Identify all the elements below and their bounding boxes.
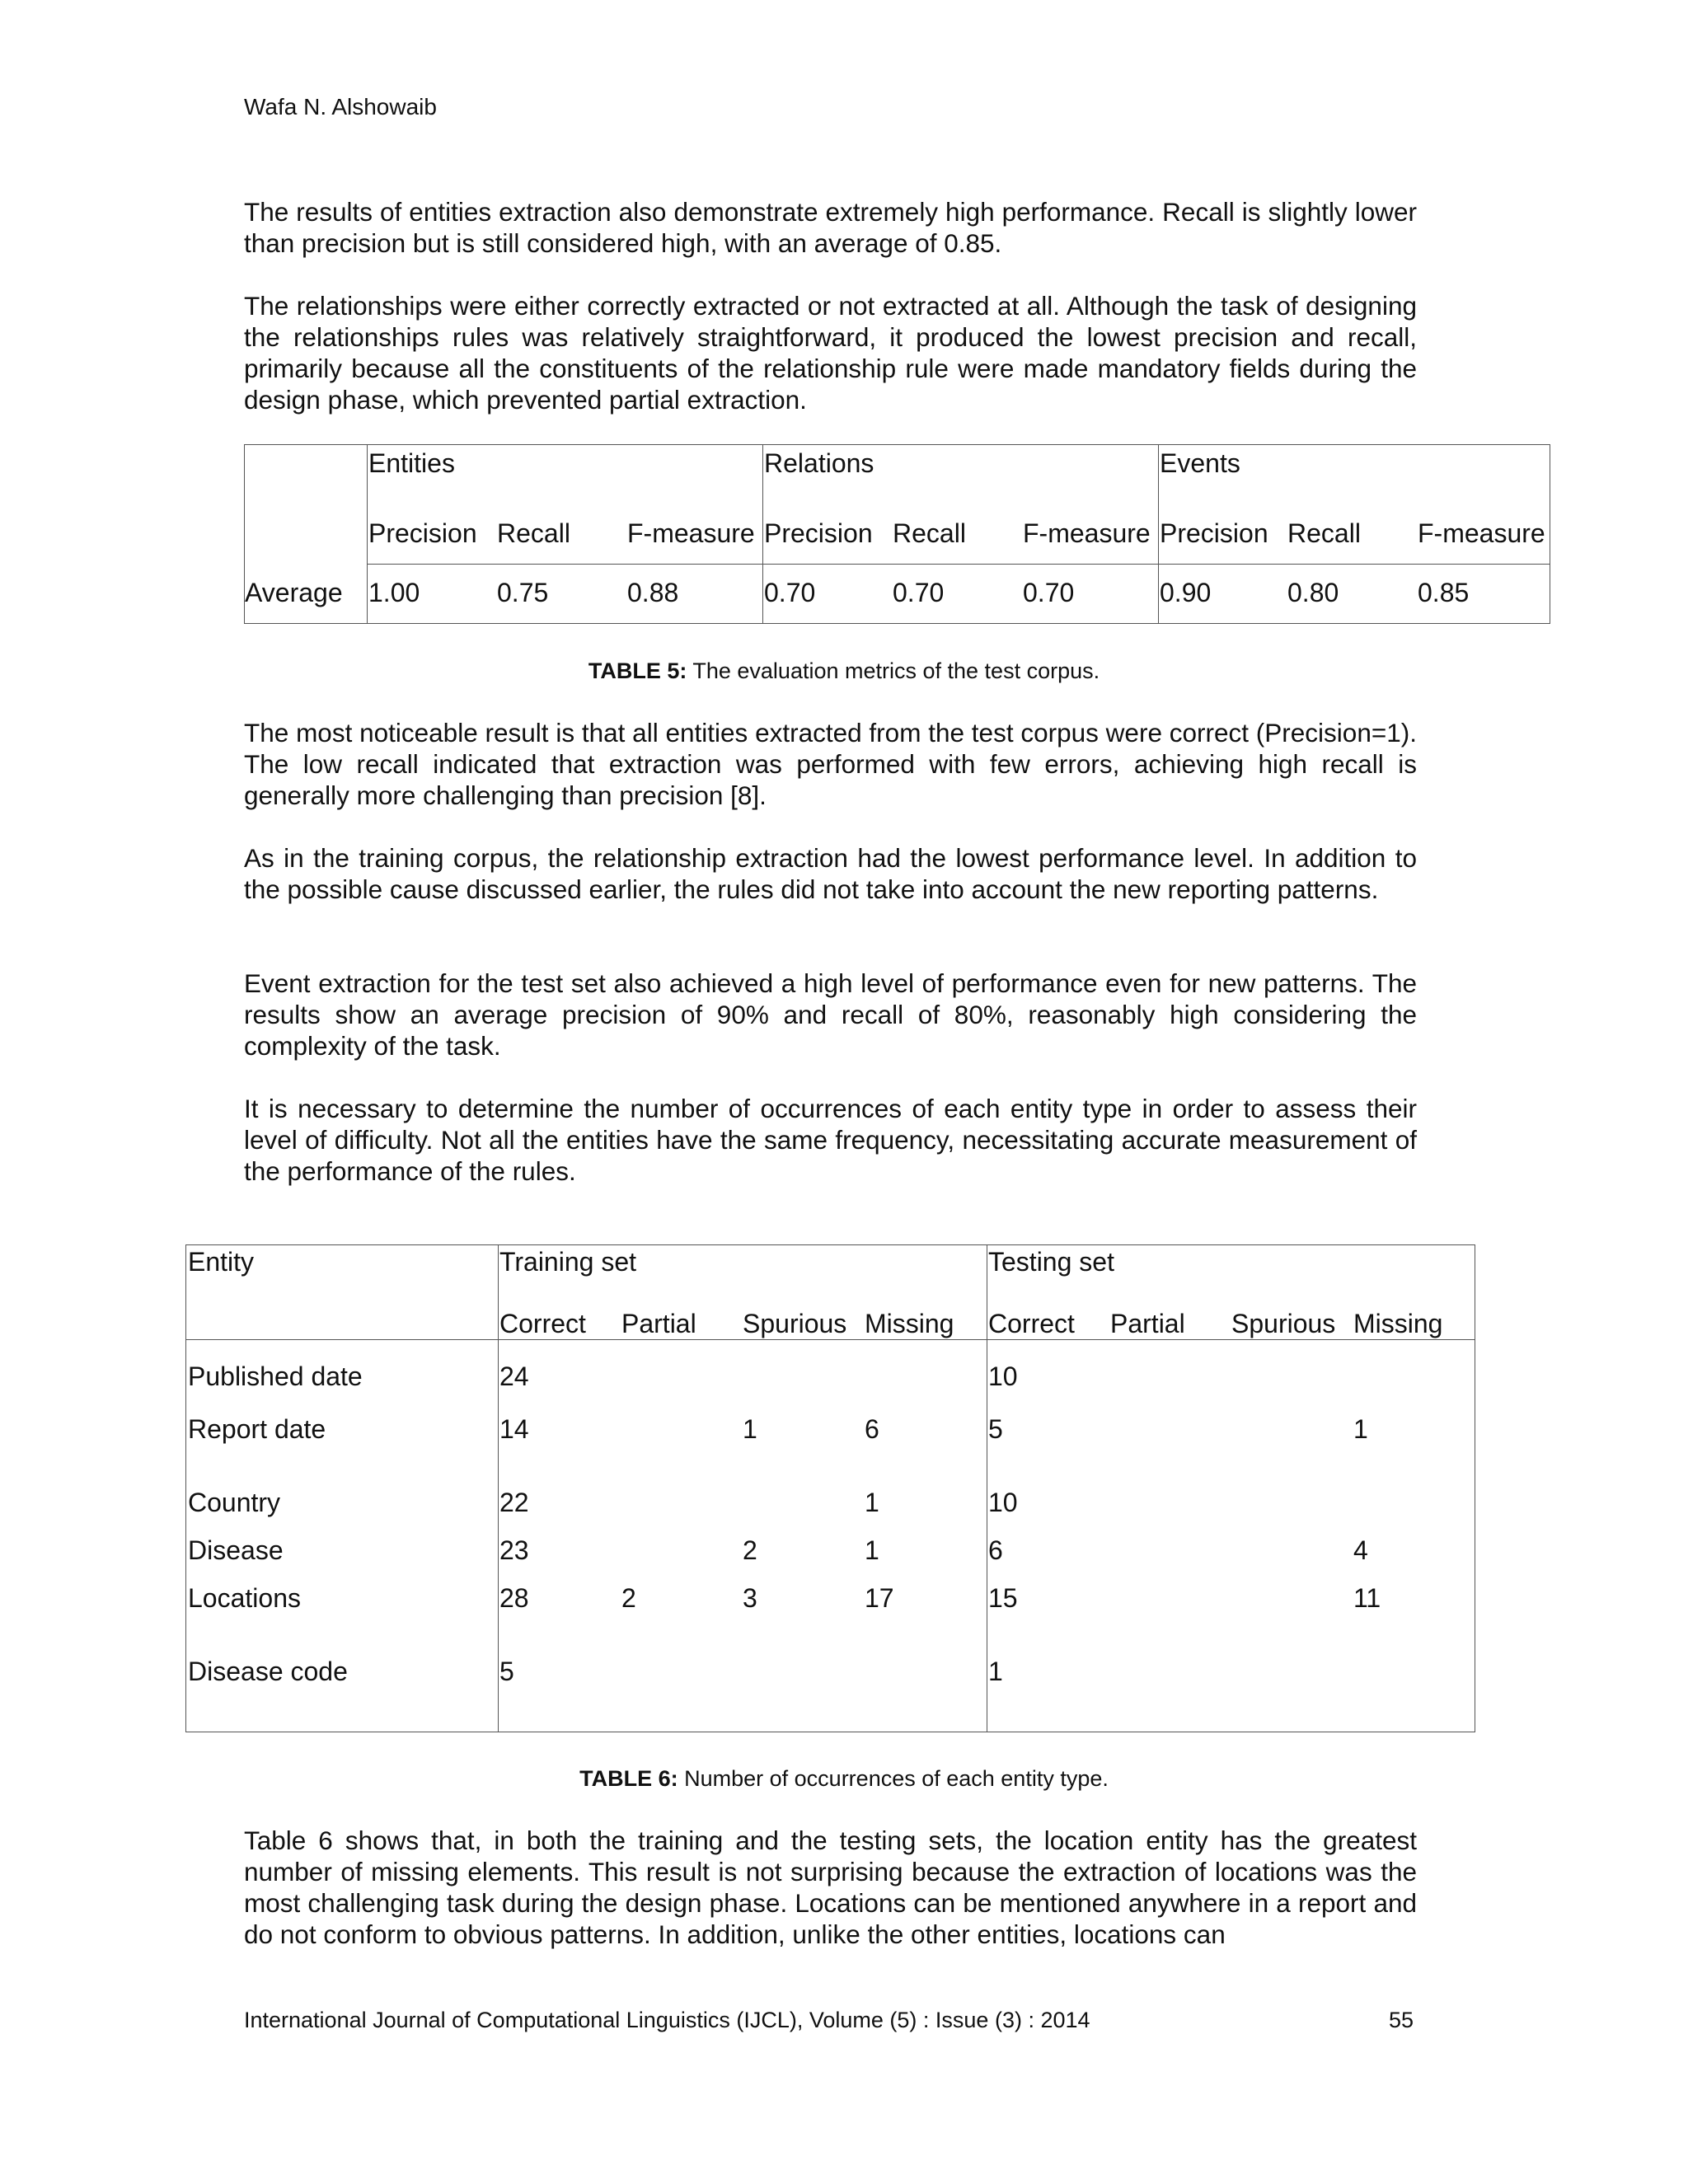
- table5-value: 0.70: [893, 578, 945, 607]
- table6-value: 6: [865, 1414, 879, 1444]
- table6-value: 2: [621, 1583, 636, 1613]
- table5-metric: F-measure: [1023, 518, 1151, 548]
- table5-value: 1.00: [368, 578, 420, 607]
- table6-subheader: Partial: [1110, 1309, 1185, 1338]
- paragraph: Table 6 shows that, in both the training and the testing sets, the location entity has the greatest number of missing elements. This result is not surprising because the extraction of locations was the most challenging task during the design phase. Locations can be mentioned anywhere in a report and do not conform to obvious patterns. In addition, unlike the other entities, locations can: [244, 1825, 1417, 1949]
- table6-subheader: Correct: [499, 1309, 586, 1338]
- table6-value: 1: [865, 1535, 879, 1565]
- caption-text: The evaluation metrics of the test corpus.: [687, 658, 1100, 683]
- paragraph: As in the training corpus, the relationship extraction had the lowest performance level. In addition to the possible cause discussed earlier, the rules did not take into account the new reporting patterns.: [244, 843, 1417, 904]
- paragraph: It is necessary to determine the number of occurrences of each entity type in order to assess their level of difficulty. Not all the entities have the same frequency, necessitating accurate measurement of the performance of the rules.: [244, 1094, 1417, 1186]
- table6-entity: Published date: [188, 1361, 363, 1391]
- table6-value: 3: [743, 1583, 757, 1613]
- table6-value: 24: [499, 1361, 529, 1391]
- table-6: [185, 1244, 1475, 1732]
- table6-value: 2: [743, 1535, 757, 1565]
- table6-value: 11: [1353, 1583, 1381, 1613]
- running-header: Wafa N. Alshowaib: [244, 94, 437, 120]
- table6-subheader: Missing: [1353, 1309, 1443, 1338]
- paragraph: The most noticeable result is that all entities extracted from the test corpus were correct (Precision=1). The low recall indicated that extraction was performed with few errors, achieving high recall is generally more challenging than precision [8].: [244, 718, 1417, 810]
- table6-value: 1: [1353, 1414, 1368, 1444]
- table5-row-label: Average: [245, 578, 343, 607]
- table6-value: 17: [865, 1583, 894, 1613]
- table6-entity: Report date: [188, 1414, 326, 1444]
- table5-value: 0.70: [1023, 578, 1075, 607]
- table5-value: 0.80: [1287, 578, 1339, 607]
- table6-group-training: Training set: [499, 1247, 636, 1277]
- table6-value: 4: [1353, 1535, 1368, 1565]
- table5-group-events: Events: [1160, 448, 1240, 478]
- table6-caption: [0, 1766, 1688, 1792]
- paragraph: Event extraction for the test set also achieved a high level of performance even for new patterns. The results show an average precision of 90% and recall of 80%, reasonably high considering the complexity of the task.: [244, 968, 1417, 1061]
- journal-footer: International Journal of Computational Linguistics (IJCL), Volume (5) : Issue (3) : 2014: [244, 2008, 1090, 2032]
- paragraph: The relationships were either correctly extracted or not extracted at all. Although the task of designing the relationships rules was relatively straightforward, it produced the lowest precision and recall, primarily because all the constituents of the relationship rule were made mandatory fields during the design phase, which prevented partial extraction.: [244, 291, 1417, 415]
- table6-value: 6: [988, 1535, 1003, 1565]
- table6-value: 15: [988, 1583, 1018, 1613]
- table6-value: 1: [865, 1488, 879, 1517]
- table5-metric: Recall: [1287, 518, 1361, 548]
- table5-metric: Precision: [764, 518, 873, 548]
- table6-subheader: Correct: [988, 1309, 1075, 1338]
- table5-metric: Precision: [1160, 518, 1268, 548]
- table6-value: 28: [499, 1583, 529, 1613]
- table5-caption: [0, 658, 1688, 684]
- table6-value: 1: [988, 1657, 1003, 1686]
- table6-value: 23: [499, 1535, 529, 1565]
- table6-entity-header: Entity: [188, 1247, 255, 1277]
- table6-entity: Disease: [188, 1535, 284, 1565]
- table5-group-relations: Relations: [764, 448, 874, 478]
- table6-entity: Country: [188, 1488, 281, 1517]
- table6-value: 10: [988, 1488, 1018, 1517]
- table6-value: 10: [988, 1361, 1018, 1391]
- table6-entity: Locations: [188, 1583, 301, 1613]
- table5-metric: F-measure: [1418, 518, 1545, 548]
- table-5: [244, 444, 1550, 624]
- table6-value: 22: [499, 1488, 529, 1517]
- table6-group-testing: Testing set: [988, 1247, 1114, 1277]
- caption-text: Number of occurrences of each entity type.: [678, 1766, 1109, 1791]
- caption-label: TABLE 5:: [588, 658, 687, 683]
- table6-subheader: Missing: [865, 1309, 954, 1338]
- table5-metric: Precision: [368, 518, 477, 548]
- table5-value: 0.88: [627, 578, 679, 607]
- table5-value: 0.90: [1160, 578, 1212, 607]
- table5-value: 0.70: [764, 578, 816, 607]
- caption-label: TABLE 6:: [579, 1766, 678, 1791]
- table6-subheader: Spurious: [743, 1309, 847, 1338]
- paragraph: The results of entities extraction also demonstrate extremely high performance. Recall is slightly lower than precision but is still considered high, with an average of 0.85.: [244, 197, 1417, 258]
- table5-value: 0.85: [1418, 578, 1470, 607]
- table6-value: 1: [743, 1414, 757, 1444]
- table6-subheader: Spurious: [1231, 1309, 1336, 1338]
- page-number: 55: [1389, 2008, 1414, 2032]
- table5-metric: Recall: [893, 518, 966, 548]
- table5-value: 0.75: [497, 578, 549, 607]
- table6-value: 5: [499, 1657, 514, 1686]
- table5-metric: F-measure: [627, 518, 755, 548]
- table6-value: 5: [988, 1414, 1003, 1444]
- table6-subheader: Partial: [621, 1309, 696, 1338]
- table5-group-entities: Entities: [368, 448, 455, 478]
- table6-value: 14: [499, 1414, 529, 1444]
- table5-metric: Recall: [497, 518, 570, 548]
- table6-entity: Disease code: [188, 1657, 348, 1686]
